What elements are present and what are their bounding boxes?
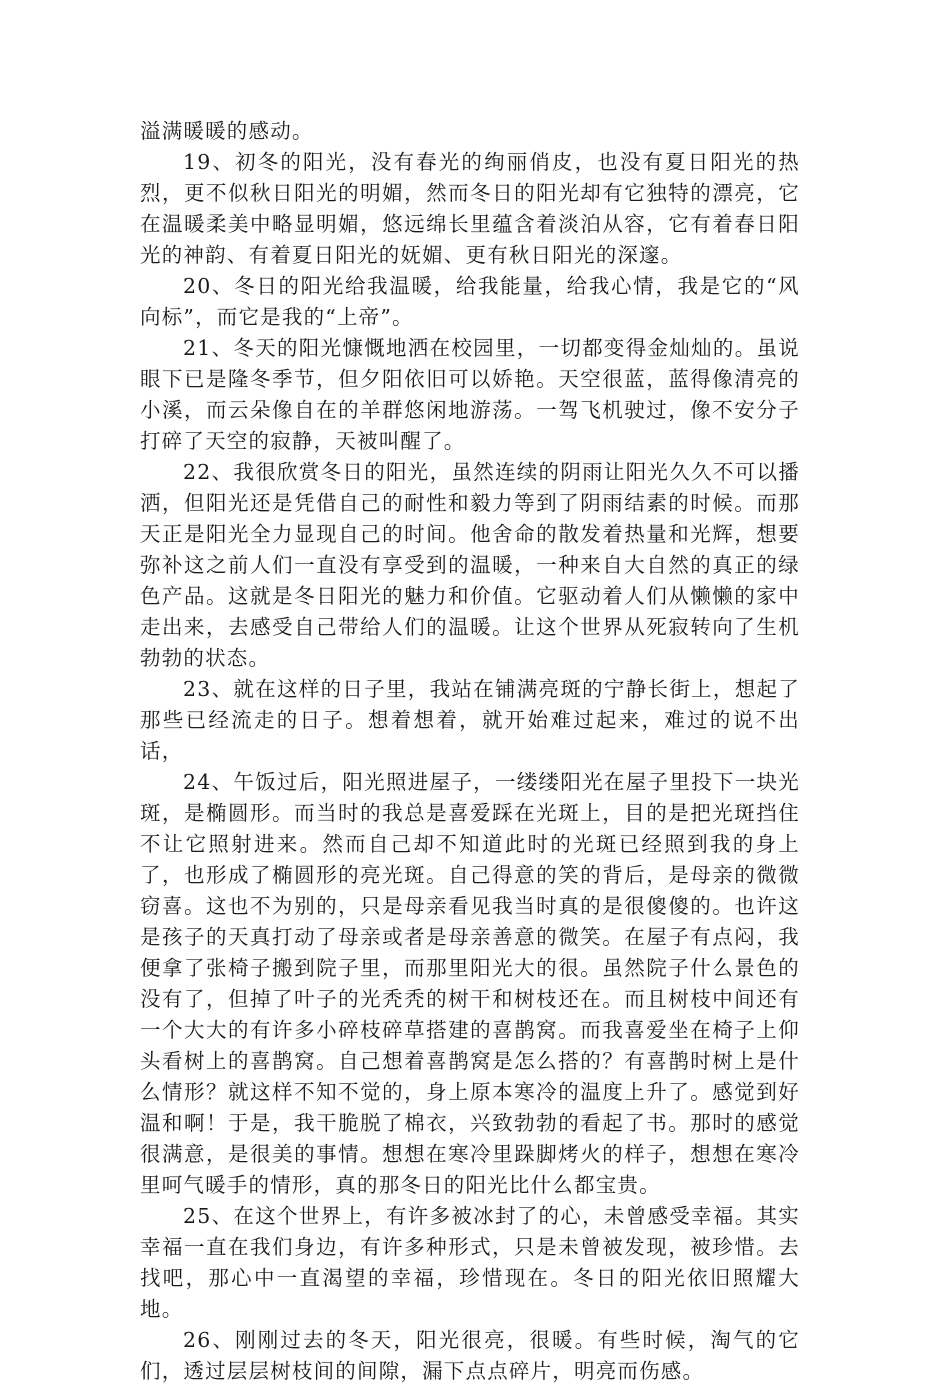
- paragraph-22: 22、我很欣赏冬日的阳光，虽然连续的阴雨让阳光久久不可以播洒，但阳光还是凭借自己的耐性和毅力等到了阴雨结素的时候。而那天正是阳光全力显现自己的时间。他舍命的散发着热量和光辉，想要弥补这之前人们一直没有享受到的温暖，一种来自大自然的真正的绿色产品。这就是冬日阳光的魅力和价值。它驱动着人们从懒懒的家中走出来，去感受自己带给人们的温暖。让这个世界从死寂转向了生机勃勃的状态。: [140, 460, 800, 670]
- paragraph-20: 20、冬日的阳光给我温暖，给我能量，给我心情，我是它的“风向标”，而它是我的“上帝”。: [140, 274, 800, 329]
- paragraph-26: 26、刚刚过去的冬天，阳光很亮，很暖。有些时候，淘气的它们，透过层层树枝间的间隙，漏下点点碎片，明亮而伤感。: [140, 1328, 800, 1383]
- paragraph-continuation: 溢满暖暖的感动。: [140, 119, 314, 143]
- paragraph-21: 21、冬天的阳光慷慨地洒在校园里，一切都变得金灿灿的。虽说眼下已是隆冬季节，但夕阳依旧可以娇艳。天空很蓝，蓝得像清亮的小溪，而云朵像自在的羊群悠闲地游荡。一驾飞机驶过，像不安分子打碎了天空的寂静，天被叫醒了。: [140, 336, 800, 453]
- paragraph-24: 24、午饭过后，阳光照进屋子，一缕缕阳光在屋子里投下一块光斑，是椭圆形。而当时的我总是喜爱踩在光斑上，目的是把光斑挡住不让它照射进来。然而自己却不知道此时的光斑已经照到我的身上了，也形成了椭圆形的亮光斑。自己得意的笑的背后，是母亲的微微窃喜。这也不为别的，只是母亲看见我当时真的是很傻傻的。也许这是孩子的天真打动了母亲或者是母亲善意的微笑。在屋子有点闷，我便拿了张椅子搬到院子里，而那里阳光大的很。虽然院子什么景色的没有了，但掉了叶子的光秃秃的树干和树枝还在。而且树枝中间还有一个大大的有许多小碎枝碎草搭建的喜鹊窝。而我喜爱坐在椅子上仰头看树上的喜鹊窝。自己想着喜鹊窝是怎么搭的？有喜鹊时树上是什么情形？就这样不知不觉的，身上原本寒冷的温度上升了。感觉到好温和啊！于是，我干脆脱了棉衣，兴致勃勃的看起了书。那时的感觉很满意，是很美的事情。想想在寒冷里跺脚烤火的样子，想想在寒冷里呵气暖手的情形，真的那冬日的阳光比什么都宝贵。: [140, 770, 800, 1197]
- paragraph-25: 25、在这个世界上，有许多被冰封了的心，未曾感受幸福。其实幸福一直在我们身边，有许多种形式，只是未曾被发现，被珍惜。去找吧，那心中一直渴望的幸福，珍惜现在。冬日的阳光依旧照耀大地。: [140, 1204, 800, 1321]
- document-page: [140, 116, 800, 1387]
- paragraph-23: 23、就在这样的日子里，我站在铺满亮斑的宁静长街上，想起了那些已经流走的日子。想着想着，就开始难过起来，难过的说不出话，: [140, 677, 800, 763]
- paragraph-19: 19、初冬的阳光，没有春光的绚丽俏皮，也没有夏日阳光的热烈，更不似秋日阳光的明媚，然而冬日的阳光却有它独特的漂亮，它在温暖柔美中略显明媚，悠远绵长里蕴含着淡泊从容，它有着春日阳光的神韵、有着夏日阳光的妩媚、更有秋日阳光的深邃。: [140, 150, 800, 267]
